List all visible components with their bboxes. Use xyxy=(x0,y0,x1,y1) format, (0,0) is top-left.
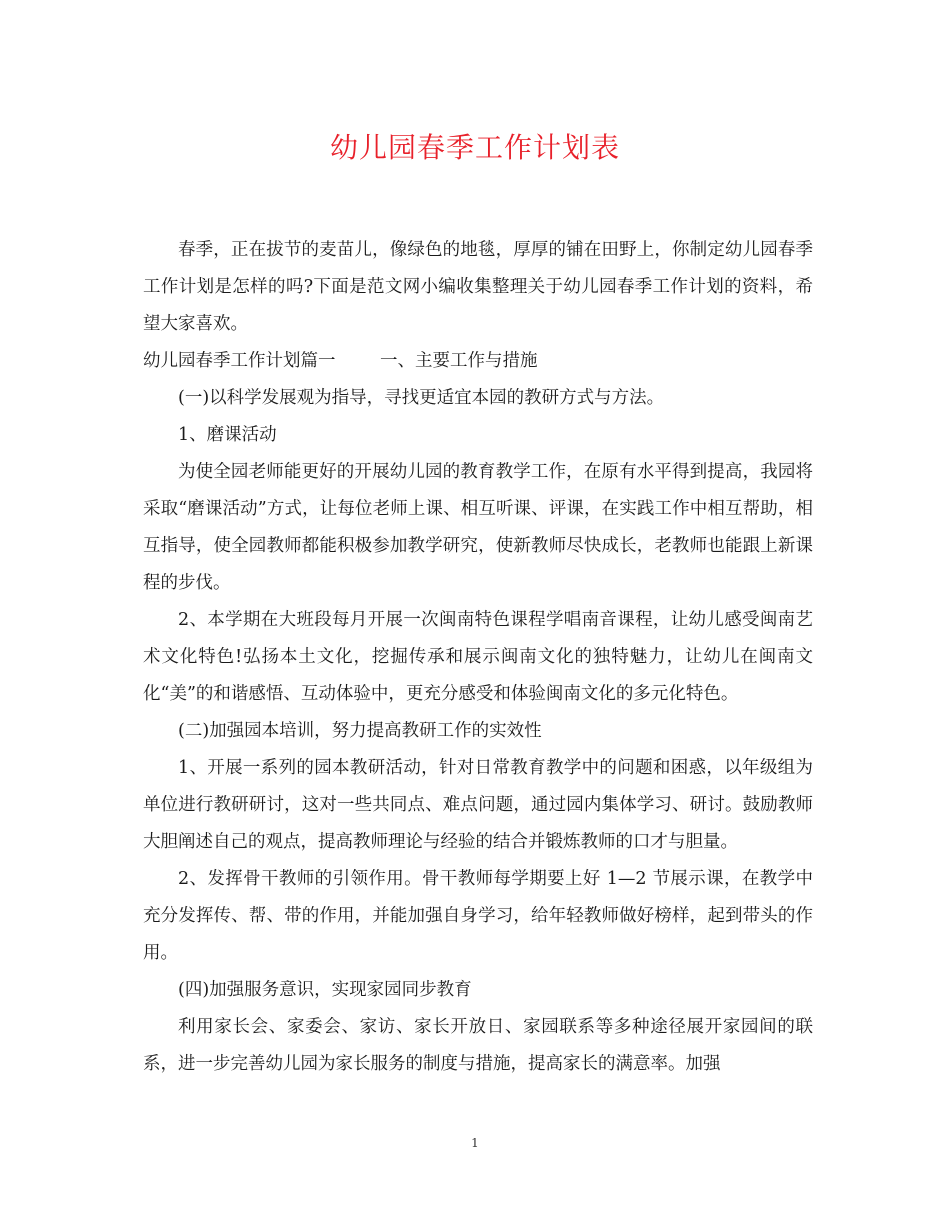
paragraph-gugan-jiaoshi: 2、发挥骨干教师的引领作用。骨干教师每学期要上好 1—2 节展示课，在教学中充分发挥传、帮、带的作用，并能加强自身学习，给年轻教师做好榜样，起到带头的作用。 xyxy=(143,869,813,963)
section-heading: 幼儿园春季工作计划篇一 一、主要工作与措施 xyxy=(143,351,538,371)
paragraph-minnan-culture: 2、本学期在大班段每月开展一次闽南特色课程学唱南音课程，让幼儿感受闽南艺术文化特色!弘扬本土文化，挖掘传承和展示闽南文化的独特魅力，让幼儿在闽南文化“美”的和谐感悟、互动体验中，更充分感受和体验闽南文化的多元化特色。 xyxy=(143,610,813,704)
subsection-heading-1: (一)以科学发展观为指导，寻找更适宜本园的教研方式与方法。 xyxy=(178,388,665,408)
subsection-heading-4: (四)加强服务意识，实现家园同步教育 xyxy=(178,980,472,1000)
item-heading-mokehuodong: 1、磨课活动 xyxy=(178,425,277,445)
paragraph-jiayuan: 利用家长会、家委会、家访、家长开放日、家园联系等多种途径展开家园间的联系，进一步完善幼儿园为家长服务的制度与措施，提高家长的满意率。加强 xyxy=(143,1017,813,1074)
paragraph-intro: 春季，正在拔节的麦苗儿，像绿色的地毯，厚厚的铺在田野上，你制定幼儿园春季工作计划是怎样的吗?下面是范文网小编收集整理关于幼儿园春季工作计划的资料，希望大家喜欢。 xyxy=(143,240,813,334)
document-body xyxy=(143,232,813,1083)
page-number: 1 xyxy=(471,1136,479,1150)
paragraph-mokehuodong: 为使全园老师能更好的开展幼儿园的教育教学工作，在原有水平得到提高，我园将采取“磨课活动”方式，让每位老师上课、相互听课、评课，在实践工作中相互帮助，相互指导，使全园教师都能积极参加教学研究，使新教师尽快成长，老教师也能跟上新课程的步伐。 xyxy=(143,462,813,593)
subsection-heading-2: (二)加强园本培训，努力提高教研工作的实效性 xyxy=(178,721,542,741)
paragraph-yuanben-jiaoyan: 1、开展一系列的园本教研活动，针对日常教育教学中的问题和困惑，以年级组为单位进行教研研讨，这对一些共同点、难点问题，通过园内集体学习、研讨。鼓励教师大胆阐述自己的观点，提高教师理论与经验的结合并锻炼教师的口才与胆量。 xyxy=(143,758,813,852)
document-title: 幼儿园春季工作计划表 xyxy=(329,131,620,164)
